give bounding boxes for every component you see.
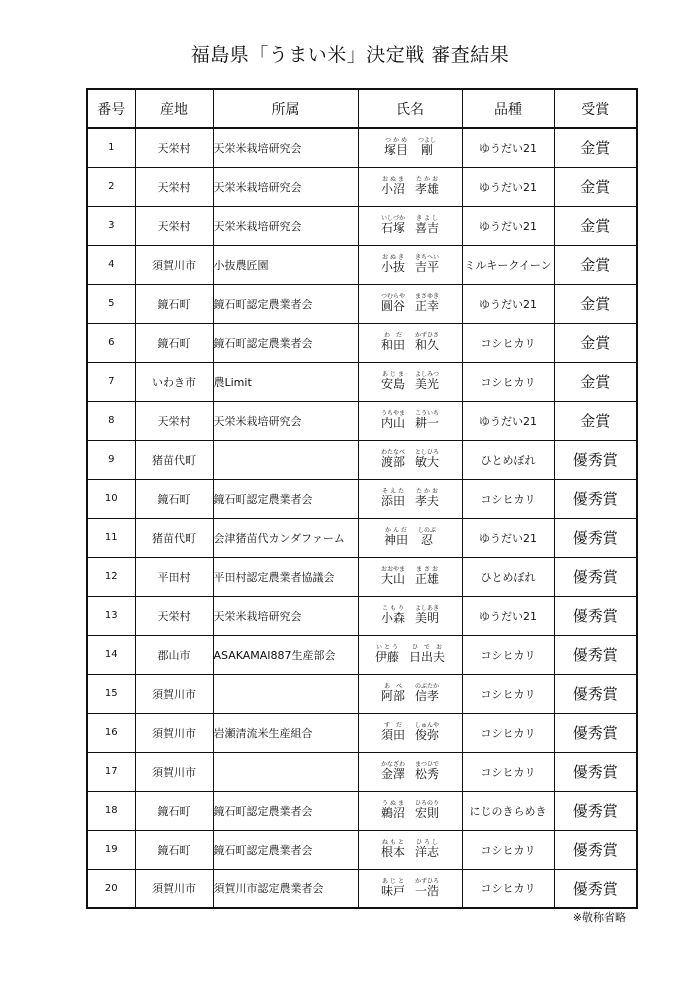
given-name-kanji: 喜吉 [415, 221, 440, 235]
surname-furigana: そえた [380, 488, 405, 495]
row-name [358, 713, 462, 752]
given-name [415, 683, 440, 703]
given-name-kanji: 孝雄 [415, 182, 440, 196]
surname-kanji: 和田 [380, 338, 405, 352]
row-area: 鏡石町 [135, 323, 213, 362]
row-number: 7 [87, 362, 135, 401]
given-name-furigana: よしみつ [415, 371, 440, 378]
surname-furigana: うぬま [380, 800, 405, 807]
row-number: 18 [87, 791, 135, 830]
row-affiliation: 天栄米栽培研究会 [213, 128, 358, 167]
surname-furigana: あべ [380, 683, 405, 690]
row-area: 天栄村 [135, 596, 213, 635]
surname-kanji: 添田 [380, 494, 405, 508]
given-name-furigana: ひろのり [415, 800, 440, 807]
given-name-kanji: 耕一 [415, 416, 440, 430]
row-variety: ゆうだい21 [462, 206, 554, 245]
row-name [358, 791, 462, 830]
header-award: 受賞 [554, 89, 637, 128]
given-name-furigana: まつひで [415, 761, 440, 768]
given-name [418, 527, 437, 547]
table-row [87, 752, 637, 791]
given-name-kanji: 和久 [415, 338, 440, 352]
given-name [415, 488, 440, 508]
row-affiliation: 農Limit [213, 362, 358, 401]
table-row [87, 635, 637, 674]
row-name [358, 635, 462, 674]
given-name-kanji: 日出夫 [409, 650, 446, 664]
surname [380, 605, 405, 625]
row-number: 19 [87, 830, 135, 869]
results-table [86, 88, 638, 909]
given-name-kanji: 洋志 [415, 845, 440, 859]
given-name-kanji: 一浩 [415, 883, 440, 898]
surname [383, 137, 408, 158]
given-name [415, 410, 440, 430]
row-affiliation: 天栄米栽培研究会 [213, 401, 358, 440]
surname-furigana: わたなべ [380, 449, 405, 456]
row-affiliation: 鏡石町認定農業者会 [213, 830, 358, 869]
surname-furigana: おぬま [380, 176, 405, 183]
row-affiliation: 須賀川市認定農業者会 [213, 869, 358, 908]
surname-kanji: 大山 [380, 572, 405, 586]
surname-furigana: わだ [380, 332, 405, 339]
row-variety: コシヒカリ [462, 869, 554, 908]
given-name-furigana: きちへい [415, 254, 440, 261]
row-affiliation: 岩瀬清流米生産組合 [213, 713, 358, 752]
row-area: 鏡石町 [135, 791, 213, 830]
row-number: 11 [87, 518, 135, 557]
table-row [87, 401, 637, 440]
surname [374, 644, 399, 664]
given-name [415, 293, 440, 313]
table-row [87, 362, 637, 401]
surname [380, 839, 405, 859]
table-row [87, 791, 637, 830]
row-award: 金賞 [554, 128, 637, 167]
row-variety: ミルキークイーン [462, 245, 554, 284]
given-name-furigana: ひろし [415, 839, 440, 846]
row-number: 14 [87, 635, 135, 674]
given-name [415, 722, 440, 742]
given-name-kanji: 俊弥 [415, 728, 440, 742]
row-variety: コシヒカリ [462, 479, 554, 518]
row-area: 鏡石町 [135, 479, 213, 518]
row-affiliation [213, 752, 358, 791]
given-name-kanji: 孝夫 [415, 494, 440, 508]
given-name [415, 877, 440, 898]
table-row [87, 167, 637, 206]
surname [380, 371, 405, 391]
table-row [87, 284, 637, 323]
row-number: 12 [87, 557, 135, 596]
surname-furigana: おおやま [380, 566, 405, 573]
row-number: 6 [87, 323, 135, 362]
surname-kanji: 阿部 [380, 689, 405, 703]
header-area: 産地 [135, 89, 213, 128]
surname-kanji: 金澤 [380, 767, 405, 781]
table-row [87, 557, 637, 596]
row-area: 須賀川市 [135, 245, 213, 284]
surname [380, 800, 405, 820]
given-name-furigana: たかお [415, 176, 440, 183]
surname [380, 488, 405, 508]
given-name-kanji: 信孝 [415, 689, 440, 703]
surname-furigana: いとう [374, 644, 399, 651]
row-name [358, 362, 462, 401]
header-variety: 品種 [462, 89, 554, 128]
row-affiliation: 天栄米栽培研究会 [213, 206, 358, 245]
row-area: 須賀川市 [135, 869, 213, 908]
surname [380, 410, 405, 430]
header-affiliation: 所属 [213, 89, 358, 128]
given-name-furigana: まさお [415, 566, 440, 573]
row-award: 金賞 [554, 323, 637, 362]
surname [383, 527, 408, 547]
row-award: 金賞 [554, 401, 637, 440]
row-affiliation: ASAKAMAI887生産部会 [213, 635, 358, 674]
row-variety: ゆうだい21 [462, 596, 554, 635]
given-name-furigana: かずひさ [415, 332, 440, 339]
row-affiliation [213, 674, 358, 713]
table-row [87, 830, 637, 869]
row-award: 優秀賞 [554, 596, 637, 635]
row-name [358, 323, 462, 362]
row-name [358, 401, 462, 440]
surname [380, 761, 405, 781]
row-variety: コシヒカリ [462, 323, 554, 362]
given-name-furigana: しのぶ [418, 527, 437, 534]
row-variety: ゆうだい21 [462, 518, 554, 557]
surname-kanji: 小沼 [380, 182, 405, 196]
given-name-furigana: こういち [415, 410, 440, 417]
row-area: 天栄村 [135, 167, 213, 206]
row-area: 須賀川市 [135, 752, 213, 791]
row-number: 1 [87, 128, 135, 167]
surname-kanji: 須田 [380, 728, 405, 742]
surname-kanji: 渡部 [380, 455, 405, 469]
given-name-kanji: 美明 [415, 611, 440, 625]
row-award: 優秀賞 [554, 479, 637, 518]
given-name-kanji: 宏則 [415, 806, 440, 820]
surname-kanji: 石塚 [380, 221, 405, 235]
given-name [418, 137, 437, 158]
row-affiliation: 鏡石町認定農業者会 [213, 791, 358, 830]
row-variety: ゆうだい21 [462, 401, 554, 440]
row-area: 鏡石町 [135, 830, 213, 869]
row-variety: コシヒカリ [462, 752, 554, 791]
row-variety: コシヒカリ [462, 635, 554, 674]
table-row [87, 440, 637, 479]
row-area: 天栄村 [135, 128, 213, 167]
surname-furigana: かんだ [383, 527, 408, 534]
row-award: 優秀賞 [554, 791, 637, 830]
given-name-furigana: しゅんや [415, 722, 440, 729]
row-area: 猪苗代町 [135, 440, 213, 479]
row-variety: にじのきらめき [462, 791, 554, 830]
row-name [358, 518, 462, 557]
table-row [87, 674, 637, 713]
row-number: 10 [87, 479, 135, 518]
surname-furigana: うちやま [380, 410, 405, 417]
surname-kanji: 鵜沼 [380, 806, 405, 820]
given-name-kanji: 剛 [418, 143, 437, 158]
row-name [358, 752, 462, 791]
row-number: 16 [87, 713, 135, 752]
row-name [358, 128, 462, 167]
surname-kanji: 小抜 [380, 260, 405, 274]
row-affiliation: 平田村認定農業者協議会 [213, 557, 358, 596]
table-row [87, 479, 637, 518]
row-affiliation: 鏡石町認定農業者会 [213, 284, 358, 323]
row-name [358, 206, 462, 245]
surname [380, 293, 405, 313]
given-name-kanji: 吉平 [415, 260, 440, 274]
surname [380, 877, 405, 898]
surname [380, 683, 405, 703]
surname-furigana: ねもと [380, 839, 405, 846]
row-number: 13 [87, 596, 135, 635]
given-name [415, 566, 440, 586]
given-name [409, 644, 446, 664]
row-number: 2 [87, 167, 135, 206]
table-row [87, 128, 637, 167]
surname-furigana: おぬき [380, 254, 405, 261]
surname [380, 449, 405, 469]
given-name [415, 761, 440, 781]
row-award: 金賞 [554, 362, 637, 401]
surname-furigana: あじと [380, 877, 405, 885]
given-name-kanji: 松秀 [415, 767, 440, 781]
given-name [415, 371, 440, 391]
results-table-body [87, 128, 637, 908]
table-row [87, 713, 637, 752]
row-award: 金賞 [554, 167, 637, 206]
surname-furigana: いしづか [380, 215, 405, 222]
row-affiliation: 鏡石町認定農業者会 [213, 479, 358, 518]
row-variety: コシヒカリ [462, 362, 554, 401]
row-award: 優秀賞 [554, 869, 637, 908]
row-variety: ゆうだい21 [462, 128, 554, 167]
row-variety: ひとめぼれ [462, 440, 554, 479]
table-header [87, 89, 637, 128]
given-name [415, 332, 440, 352]
row-area: いわき市 [135, 362, 213, 401]
surname-furigana: あじま [380, 371, 405, 378]
row-number: 20 [87, 869, 135, 908]
surname-kanji: 安島 [380, 377, 405, 391]
surname-kanji: 内山 [380, 416, 405, 430]
row-number: 5 [87, 284, 135, 323]
surname [380, 176, 405, 196]
given-name-furigana: つよし [418, 137, 437, 145]
table-row [87, 596, 637, 635]
header-row [87, 89, 637, 128]
row-award: 優秀賞 [554, 713, 637, 752]
row-award: 優秀賞 [554, 518, 637, 557]
row-name [358, 674, 462, 713]
row-award: 優秀賞 [554, 557, 637, 596]
row-award: 金賞 [554, 284, 637, 323]
given-name [415, 449, 440, 469]
row-variety: ひとめぼれ [462, 557, 554, 596]
row-name [358, 245, 462, 284]
row-area: 須賀川市 [135, 674, 213, 713]
row-name [358, 830, 462, 869]
row-variety: ゆうだい21 [462, 167, 554, 206]
row-award: 優秀賞 [554, 830, 637, 869]
honorifics-note: ※敬称省略 [572, 911, 626, 924]
row-award: 優秀賞 [554, 752, 637, 791]
row-area: 平田村 [135, 557, 213, 596]
given-name [415, 839, 440, 859]
row-affiliation [213, 440, 358, 479]
given-name-kanji: 忍 [418, 533, 437, 547]
given-name-kanji: 敏大 [415, 455, 440, 469]
given-name-furigana: かずひろ [415, 877, 440, 885]
row-name [358, 479, 462, 518]
row-name [358, 440, 462, 479]
row-number: 3 [87, 206, 135, 245]
table-row [87, 245, 637, 284]
table-row [87, 518, 637, 557]
given-name-furigana: としひろ [415, 449, 440, 456]
table-row [87, 323, 637, 362]
page-title: 福島県「うまい米」決定戦 審査結果 [190, 44, 510, 66]
table-row [87, 869, 637, 908]
surname-furigana: すだ [380, 722, 405, 729]
surname-kanji: 塚目 [383, 143, 408, 158]
row-number: 4 [87, 245, 135, 284]
row-area: 天栄村 [135, 206, 213, 245]
surname-furigana: つむらや [380, 293, 405, 300]
given-name-kanji: 正幸 [415, 299, 440, 313]
given-name-furigana: まさゆき [415, 293, 440, 300]
row-variety: コシヒカリ [462, 713, 554, 752]
row-variety: ゆうだい21 [462, 284, 554, 323]
row-name [358, 557, 462, 596]
surname-kanji: 小森 [380, 611, 405, 625]
row-affiliation: 小抜農匠園 [213, 245, 358, 284]
row-area: 郡山市 [135, 635, 213, 674]
given-name-furigana: たかお [415, 488, 440, 495]
row-area: 須賀川市 [135, 713, 213, 752]
header-number: 番号 [87, 89, 135, 128]
given-name-furigana: よしあき [415, 605, 440, 612]
given-name [415, 176, 440, 196]
row-award: 金賞 [554, 206, 637, 245]
table-row [87, 206, 637, 245]
given-name [415, 254, 440, 274]
surname [380, 254, 405, 274]
surname [380, 566, 405, 586]
row-award: 優秀賞 [554, 674, 637, 713]
surname-kanji: 神田 [383, 533, 408, 547]
given-name-furigana: ひでお [409, 644, 446, 651]
surname [380, 215, 405, 235]
given-name [415, 215, 440, 235]
given-name [415, 800, 440, 820]
surname-furigana: つかめ [383, 137, 408, 145]
row-number: 17 [87, 752, 135, 791]
given-name [415, 605, 440, 625]
row-name [358, 869, 462, 908]
given-name-kanji: 美光 [415, 377, 440, 391]
row-affiliation: 会津猪苗代カンダファーム [213, 518, 358, 557]
surname-kanji: 根本 [380, 845, 405, 859]
surname-furigana: こもり [380, 605, 405, 612]
surname-furigana: かなざわ [380, 761, 405, 768]
row-affiliation: 天栄米栽培研究会 [213, 167, 358, 206]
surname-kanji: 圓谷 [380, 299, 405, 313]
given-name-kanji: 正雄 [415, 572, 440, 586]
row-name [358, 167, 462, 206]
row-number: 9 [87, 440, 135, 479]
surname [380, 332, 405, 352]
surname-kanji: 伊藤 [374, 650, 399, 664]
header-name: 氏名 [358, 89, 462, 128]
surname-kanji: 味戸 [380, 883, 405, 898]
given-name-furigana: のぶたか [415, 683, 440, 690]
surname [380, 722, 405, 742]
row-area: 鏡石町 [135, 284, 213, 323]
row-area: 天栄村 [135, 401, 213, 440]
row-award: 優秀賞 [554, 635, 637, 674]
row-name [358, 284, 462, 323]
row-affiliation: 鏡石町認定農業者会 [213, 323, 358, 362]
row-variety: コシヒカリ [462, 830, 554, 869]
row-area: 猪苗代町 [135, 518, 213, 557]
row-variety: コシヒカリ [462, 674, 554, 713]
row-name [358, 596, 462, 635]
row-award: 金賞 [554, 245, 637, 284]
row-affiliation: 天栄米栽培研究会 [213, 596, 358, 635]
row-number: 8 [87, 401, 135, 440]
given-name-furigana: きよし [415, 215, 440, 222]
row-award: 優秀賞 [554, 440, 637, 479]
row-number: 15 [87, 674, 135, 713]
